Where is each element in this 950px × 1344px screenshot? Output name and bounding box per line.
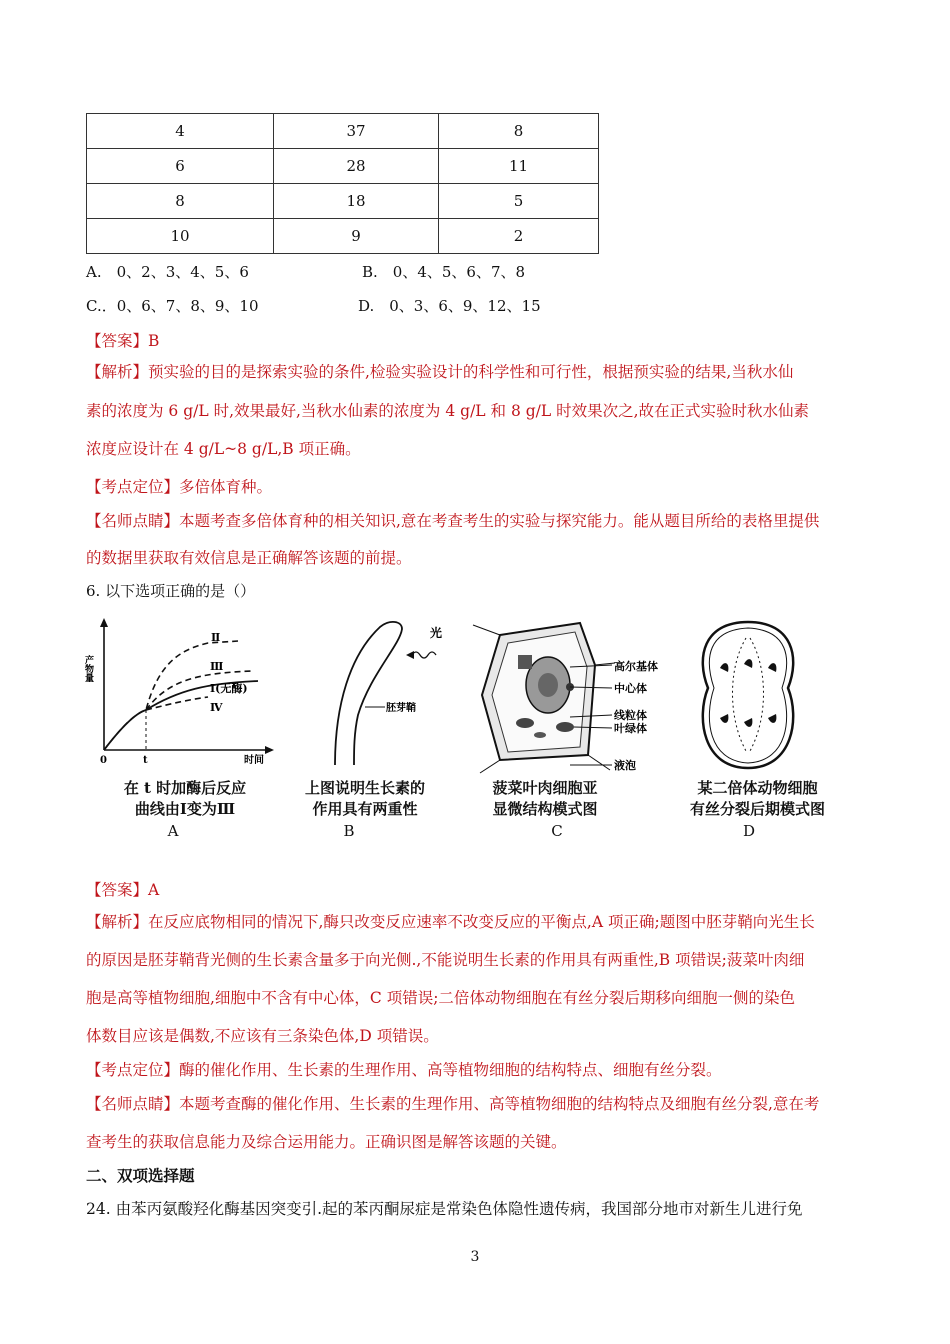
origin-label: 0 (100, 755, 107, 766)
curve-label: Ⅰ(无酶) (210, 682, 248, 695)
x-axis-label: 时间 (244, 755, 264, 766)
figure-c-letter: C (551, 822, 563, 840)
caption-line: 菠菜叶肉细胞亚 (492, 779, 598, 797)
table-cell: 28 (274, 149, 439, 184)
figure-b-caption (285, 778, 445, 820)
caption-line: 某二倍体动物细胞 (697, 779, 818, 797)
table-cell: 8 (87, 184, 274, 219)
t-label: t (143, 755, 148, 766)
table-row (87, 219, 599, 254)
answer: 【答案】A (86, 881, 160, 899)
table-cell: 37 (274, 114, 439, 149)
coleoptile-label: 胚芽鞘 (386, 703, 416, 714)
page-number: 3 (470, 1249, 480, 1265)
option-d: D. 0、3、6、9、12、15 (358, 297, 541, 315)
curve-label: Ⅲ (210, 660, 224, 673)
analysis-line: 【解析】在反应底物相同的情况下,酶只改变反应速率不改变反应的平衡点,A 项正确;题图中胚芽鞘向光生长 (86, 913, 815, 931)
cell-label: 高尔基体 (614, 660, 658, 673)
analysis-line: 浓度应设计在 4 g/L~8 g/L,B 项正确。 (86, 440, 361, 458)
figure-d-caption (675, 778, 840, 820)
table-row (87, 149, 599, 184)
analysis-line: 的原因是胚芽鞘背光侧的生长素含量多于向光侧.,不能说明生长素的作用具有两重性,B 项错误;菠菜叶肉细 (86, 951, 805, 969)
figure-b-letter: B (343, 822, 355, 840)
figure-d-letter: D (742, 822, 756, 840)
analysis-line: 素的浓度为 6 g/L 时,效果最好,当秋水仙素的浓度为 4 g/L 和 8 g/L 时效果次之,故在正式实验时秋水仙素 (86, 402, 810, 420)
mingshi-line: 【名师点睛】本题考查酶的催化作用、生长素的生理作用、高等植物细胞的结构特点及细胞有丝分裂,意在考 (86, 1095, 820, 1113)
table-cell: 6 (87, 149, 274, 184)
table-row (87, 114, 599, 149)
data-table (86, 113, 599, 254)
table-row (87, 184, 599, 219)
table-cell: 2 (439, 219, 599, 254)
table-cell: 10 (87, 219, 274, 254)
table-cell: 9 (274, 219, 439, 254)
table-cell: 11 (439, 149, 599, 184)
curve-label: Ⅱ (211, 631, 221, 644)
cell-label: 液泡 (614, 759, 636, 772)
caption-line: 曲线由Ⅰ变为Ⅲ (134, 800, 236, 818)
figure-c-cell (470, 615, 680, 775)
figure-b-coleoptile (290, 615, 470, 770)
caption-line: 显微结构模式图 (492, 800, 598, 818)
curve-label: Ⅳ (210, 701, 223, 714)
option-a: A. 0、2、3、4、5、6 (86, 263, 249, 281)
cell-label: 线粒体 (614, 709, 647, 722)
figure-a-caption (95, 778, 275, 820)
analysis-line: 胞是高等植物细胞,细胞中不含有中心体，C 项错误;二倍体动物细胞在有丝分裂后期移向细胞一侧的染色 (86, 989, 795, 1007)
table-cell: 8 (439, 114, 599, 149)
light-label: 光 (430, 626, 443, 640)
table-cell: 5 (439, 184, 599, 219)
option-b: B. 0、4、5、6、7、8 (362, 263, 526, 281)
question-24: 24. 由苯丙氨酸羟化酶基因突变引.起的苯丙酮尿症是常染色体隐性遗传病，我国部分地市对新生儿进行免 (86, 1200, 803, 1218)
analysis-line: 体数目应该是偶数,不应该有三条染色体,D 项错误。 (86, 1027, 439, 1045)
caption-line: 有丝分裂后期模式图 (689, 800, 825, 818)
figure-d-cell (688, 618, 808, 773)
mingshi-line: 【名师点睛】本题考查多倍体育种的相关知识,意在考查考生的实验与探究能力。能从题目所给的表格里提供 (86, 512, 820, 530)
option-c: C.．0、6、7、8、9、10 (86, 297, 259, 315)
kaodian: 【考点定位】酶的催化作用、生长素的生理作用、高等植物细胞的结构特点、细胞有丝分裂。 (86, 1061, 722, 1079)
y-axis-label: 产物量 (83, 655, 93, 682)
caption-line: 上图说明生长素的 (304, 779, 425, 797)
analysis-line: 【解析】预实验的目的是探索实验的条件,检验实验设计的科学性和可行性，根据预实验的结果,当秋水仙 (86, 363, 794, 381)
question-stem: 6. 以下选项正确的是（） (86, 582, 256, 600)
figure-c-caption (470, 778, 620, 820)
figure-a-letter: A (167, 822, 179, 840)
mingshi-line: 的数据里获取有效信息是正确解答该题的前提。 (86, 549, 412, 567)
caption-line: 在 t 时加酶后反应 (123, 779, 247, 797)
answer: 【答案】B (86, 332, 160, 350)
cell-label: 中心体 (614, 682, 647, 695)
section-title: 二、双项选择题 (86, 1166, 195, 1185)
kaodian: 【考点定位】多倍体育种。 (86, 478, 273, 496)
table-cell: 4 (87, 114, 274, 149)
caption-line: 作用具有两重性 (312, 800, 418, 818)
mingshi-line: 查考生的获取信息能力及综合运用能力。正确识图是解答该题的关键。 (86, 1133, 567, 1151)
table-cell: 18 (274, 184, 439, 219)
figure-a-graph (83, 615, 278, 770)
cell-label: 叶绿体 (614, 722, 647, 735)
